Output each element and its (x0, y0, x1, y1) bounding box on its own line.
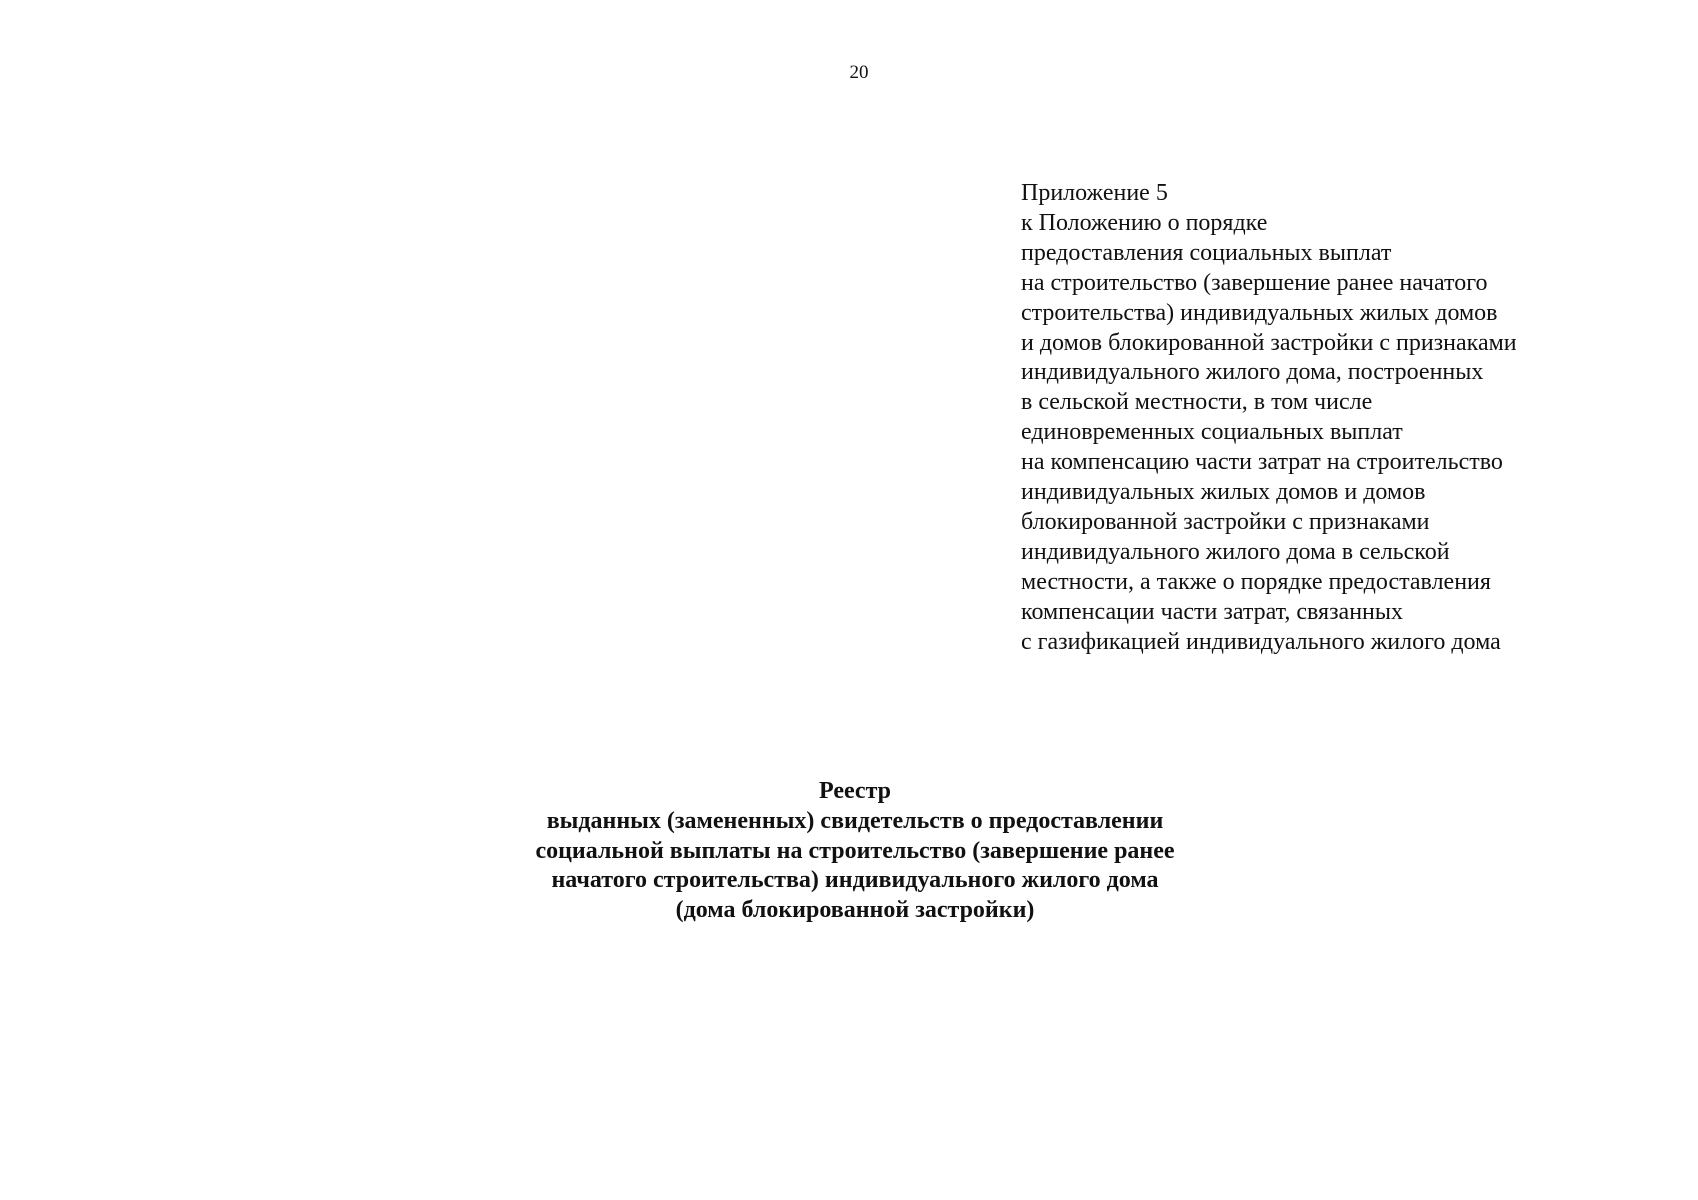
appendix-line: Приложение 5 (1021, 180, 1168, 206)
appendix-line: местности, а также о порядке предоставления (1021, 568, 1491, 595)
appendix-line: строительства) индивидуальных жилых домов (1021, 299, 1498, 326)
appendix-line: к Положению о порядке (1021, 209, 1268, 236)
register-title-line: Реестр (818, 778, 892, 804)
appendix-line: единовременных социальных выплат (1021, 419, 1403, 446)
appendix-line: предоставления социальных выплат (1021, 239, 1392, 266)
appendix-line: и домов блокированной застройки с признаками (1021, 329, 1517, 356)
appendix-line: с газификацией индивидуального жилого дома (1021, 628, 1501, 655)
page-number: 20 (849, 62, 869, 83)
appendix-line: блокированной застройки с признаками (1021, 508, 1430, 535)
register-title-line: начатого строительства) индивидуального жилого дома (551, 867, 1159, 894)
appendix-heading (1021, 179, 1641, 658)
register-title-line: социальной выплаты на строительство (завершение ранее (535, 837, 1175, 864)
appendix-line: индивидуального жилого дома в сельской (1021, 538, 1450, 565)
register-title-line: (дома блокированной застройки) (675, 897, 1035, 924)
appendix-line: на строительство (завершение ранее начатого (1021, 269, 1488, 296)
register-title-line: выданных (замененных) свидетельств о предоставлении (546, 807, 1164, 834)
appendix-line: индивидуальных жилых домов и домов (1021, 479, 1426, 506)
appendix-line: индивидуального жилого дома, построенных (1021, 359, 1484, 386)
appendix-line: в сельской местности, в том числе (1021, 389, 1373, 416)
appendix-line: компенсации части затрат, связанных (1021, 598, 1404, 625)
register-title (0, 777, 1698, 926)
appendix-line: на компенсацию части затрат на строительство (1021, 449, 1503, 476)
